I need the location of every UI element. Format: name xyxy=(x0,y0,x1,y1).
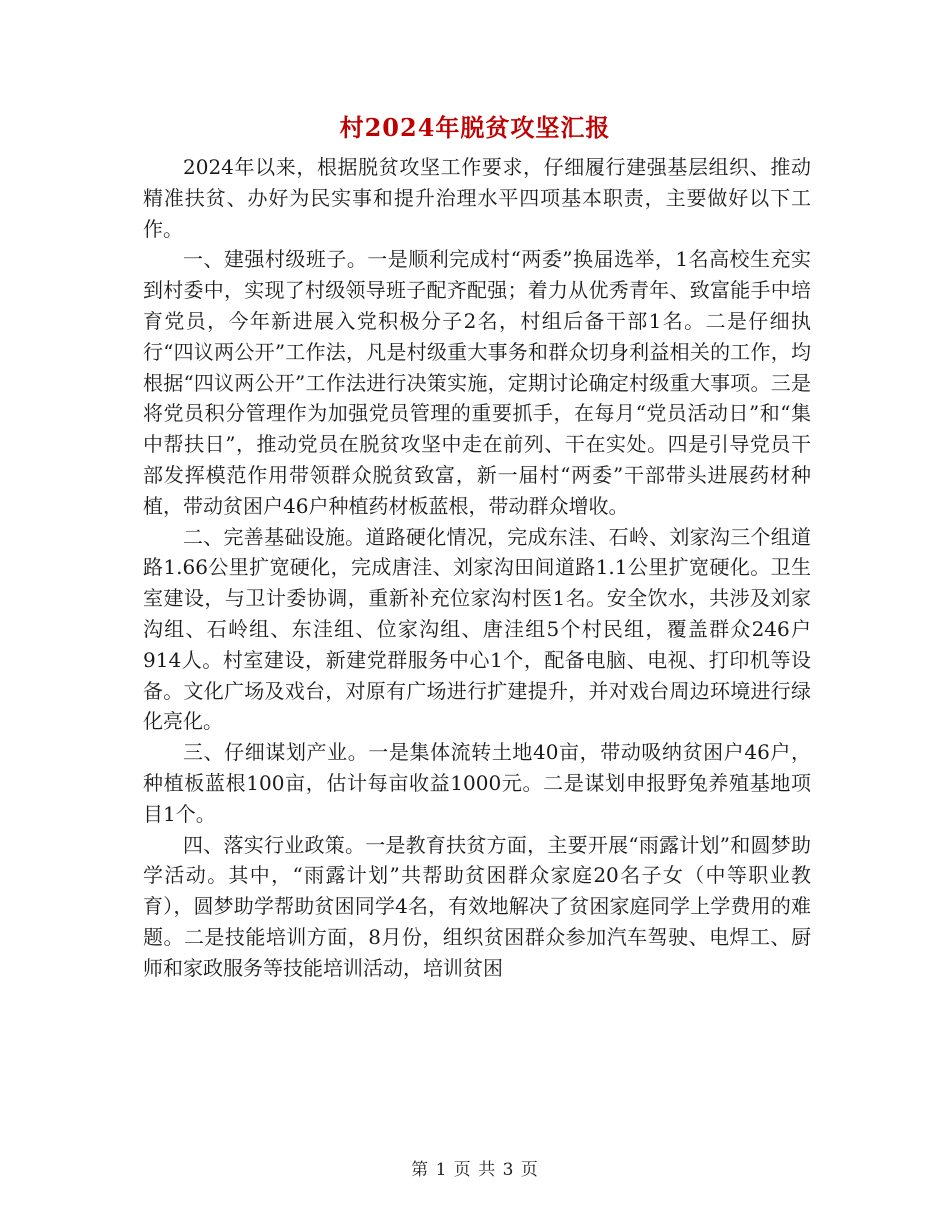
paragraph-section-4: 四、落实行业政策。一是教育扶贫方面，主要开展“雨露计划”和圆梦助学活动。其中，“雨露计划”共帮助贫困群众家庭20名子女（中等职业教育），圆梦助学帮助贫困同学4名，有效地解决了贫困家庭同学上学费用的难题。二是技能培训方面，8月份，组织贫困群众参加汽车驾驶、电焊工、厨师和家政服务等技能培训活动，培训贫困 xyxy=(143,832,811,980)
paragraph-section-2: 二、完善基础设施。道路硬化情况，完成东洼、石岭、刘家沟三个组道路1.66公里扩宽硬化，完成唐洼、刘家沟田间道路1.1公里扩宽硬化。卫生室建设，与卫计委协调，重新补充位家沟村医1名。安全饮水，共涉及刘家沟组、石岭组、东洼组、位家沟组、唐洼组5个村民组，覆盖群众246户914人。村室建设，新建党群服务中心1个，配备电脑、电视、打印机等设备。文化广场及戏台，对原有广场进行扩建提升，并对戏台周边环境进行绿化亮化。 xyxy=(143,524,811,734)
page-number-footer: 第 1 页 共 3 页 xyxy=(411,1160,539,1180)
document-body xyxy=(143,152,811,984)
paragraph-section-3: 三、仔细谋划产业。一是集体流转土地40亩，带动吸纳贫困户46户，种植板蓝根100亩，估计每亩收益1000元。二是谋划申报野兔养殖基地项目1个。 xyxy=(143,740,811,826)
document-title: 村2024年脱贫攻坚汇报 xyxy=(339,113,611,142)
paragraph-section-1: 一、建强村级班子。一是顺利完成村“两委”换届选举，1名高校生充实到村委中，实现了村级领导班子配齐配强；着力从优秀青年、致富能手中培育党员，今年新进展入党积极分子2名，村组后备干部1名。二是仔细执行“四议两公开”工作法，凡是村级重大事务和群众切身利益相关的工作，均根据“四议两公开”工作法进行决策实施，定期讨论确定村级重大事项。三是将党员积分管理作为加强党员管理的重要抓手，在每月“党员活动日”和“集中帮扶日”，推动党员在脱贫攻坚中走在前列、干在实处。四是引导党员干部发挥模范作用带领群众脱贫致富，新一届村“两委”干部带头进展药材种植，带动贫困户46户种植药材板蓝根，带动群众增收。 xyxy=(143,247,811,518)
paragraph-intro: 2024年以来，根据脱贫攻坚工作要求，仔细履行建强基层组织、推动精准扶贫、办好为民实事和提升治理水平四项基本职责，主要做好以下工作。 xyxy=(143,155,811,241)
